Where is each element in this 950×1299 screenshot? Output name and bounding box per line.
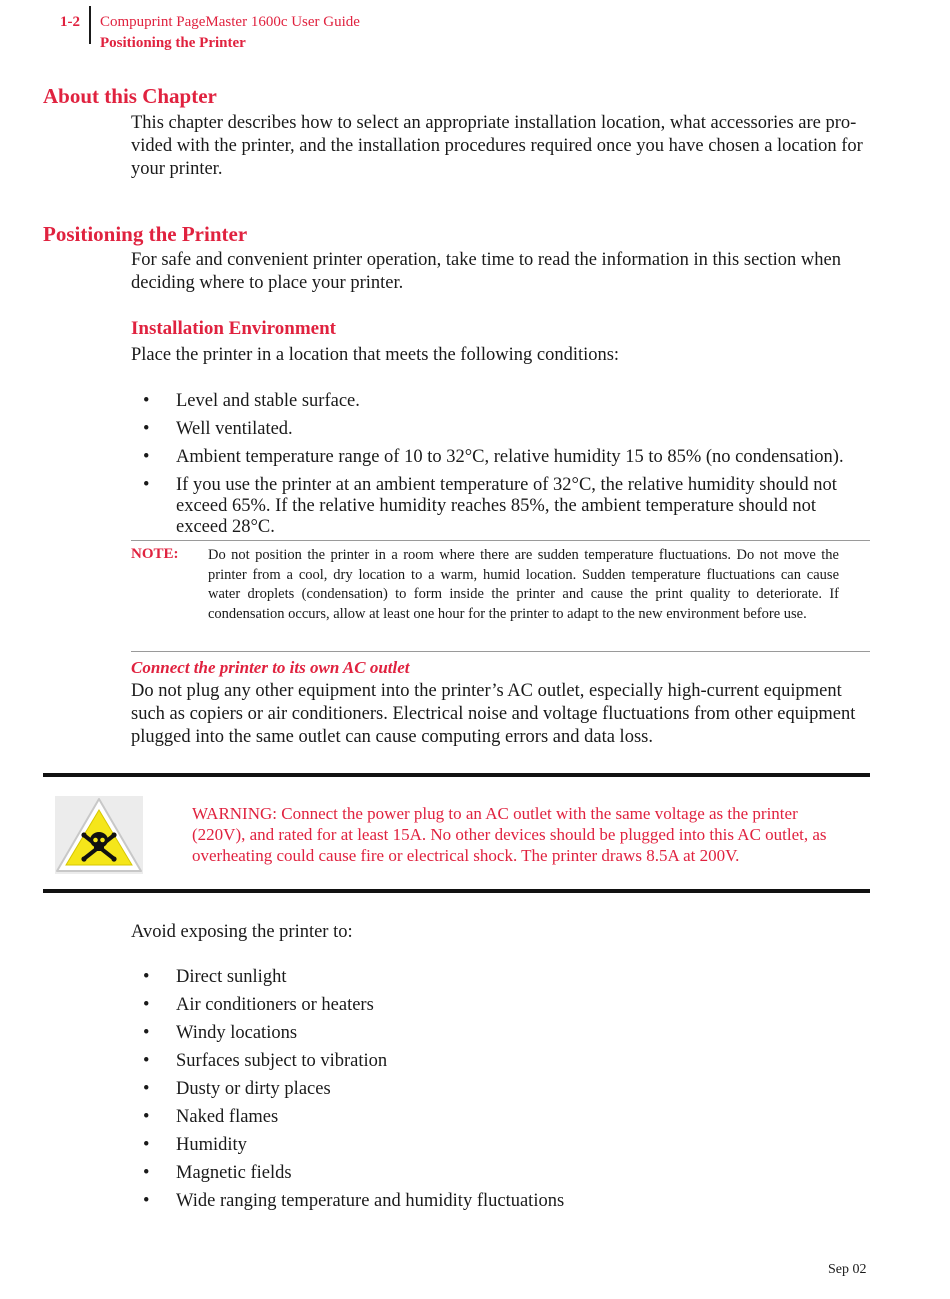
- skull-crossbones-hazard-icon: [55, 796, 143, 874]
- positioning-line: For safe and convenient printer operation, take time to read the information in this section when: [131, 250, 841, 270]
- warning-bottom-rule: [43, 889, 870, 893]
- bullet-glyph: •: [143, 1163, 150, 1183]
- list-item: • Well ventilated.: [143, 419, 293, 439]
- warning-line: overheating could cause fire or electrical shock. The printer draws 8.5A at 200V.: [192, 846, 740, 865]
- about-line: vided with the printer, and the installation procedures required once you have chosen a location for: [131, 136, 863, 156]
- list-item: • Dusty or dirty places: [143, 1079, 331, 1099]
- list-item: • Direct sunlight: [143, 967, 287, 987]
- conditions-list: [131, 391, 871, 538]
- about-line: This chapter describes how to select an appropriate installation location, what accessories are pro-: [131, 113, 857, 133]
- outlet-line: plugged into the same outlet can cause computing errors and data loss.: [131, 727, 653, 747]
- outlet-line: such as copiers or air conditioners. Electrical noise and voltage fluctuations from other equipment: [131, 704, 856, 724]
- bullet-glyph: •: [143, 967, 150, 987]
- note-text: Do not position the printer in a room where there are sudden temperature fluctuations. Do not move the printer from a cool, dry location to a warm, humid location. Sudden temperature fluctuations can cause water droplets (condensation) to form inside the printer and cause the print quality to deteriorate. If condensation occurs, allow at least one hour for the printer to adapt to the new environment before use.: [208, 547, 839, 622]
- bullet-glyph: •: [143, 1135, 150, 1155]
- positioning-line: deciding where to place your printer.: [131, 273, 404, 293]
- about-line: your printer.: [131, 159, 223, 179]
- header-divider: [89, 6, 91, 44]
- list-item: • Wide ranging temperature and humidity fluctuations: [143, 1191, 565, 1211]
- bullet-glyph: •: [143, 1079, 150, 1099]
- warning-line: WARNING: Connect the power plug to an AC outlet with the same voltage as the printer: [192, 804, 798, 823]
- list-item: • Humidity: [143, 1135, 247, 1155]
- list-item: • Level and stable surface.: [143, 391, 360, 411]
- page-number: 1-2: [60, 14, 80, 30]
- bullet-glyph: •: [143, 419, 150, 439]
- note-label: NOTE:: [131, 546, 179, 562]
- list-item: • Naked flames: [143, 1107, 279, 1127]
- avoid-list: [131, 967, 871, 1212]
- warning-text: [192, 803, 862, 866]
- note-bottom-rule: [131, 651, 870, 652]
- outlet-heading: Connect the printer to its own AC outlet: [131, 658, 410, 677]
- environment-heading: Installation Environment: [131, 318, 336, 339]
- positioning-heading: Positioning the Printer: [43, 222, 248, 246]
- bullet-glyph: •: [143, 1051, 150, 1071]
- running-section-title: Positioning the Printer: [100, 35, 246, 51]
- environment-intro: Place the printer in a location that meets the following conditions:: [131, 345, 620, 365]
- note-top-rule: [131, 540, 870, 541]
- list-item: • Windy locations: [143, 1023, 298, 1043]
- bullet-glyph: •: [143, 1107, 150, 1127]
- bullet-glyph: •: [143, 1191, 150, 1211]
- positioning-paragraph: [131, 249, 871, 295]
- list-item: • Ambient temperature range of 10 to 32°C, relative humidity 15 to 85% (no condensation).: [143, 447, 844, 467]
- bullet-glyph: •: [143, 475, 150, 495]
- about-heading: About this Chapter: [43, 84, 217, 108]
- warning-line: (220V), and rated for at least 15A. No other devices should be plugged into this AC outlet, as: [192, 825, 827, 844]
- bullet-glyph: •: [143, 1023, 150, 1043]
- bullet-glyph: •: [143, 391, 150, 411]
- outlet-line: Do not plug any other equipment into the printer’s AC outlet, especially high-current equipment: [131, 681, 842, 701]
- about-paragraph: [131, 112, 871, 181]
- bullet-glyph: •: [143, 995, 150, 1015]
- bullet-glyph: •: [143, 447, 150, 467]
- list-item: • Air conditioners or heaters: [143, 995, 374, 1015]
- avoid-intro: Avoid exposing the printer to:: [131, 922, 353, 942]
- list-item: • Magnetic fields: [143, 1163, 292, 1183]
- guide-title: Compuprint PageMaster 1600c User Guide: [100, 14, 360, 30]
- list-item: • If you use the printer at an ambient temperature of 32°C, the relative humidity should not exceed 65%. If the relative humidity reaches 85%, the ambient temperature should not exceed 28°C.: [143, 475, 837, 537]
- footer-date: Sep 02: [828, 1262, 867, 1277]
- outlet-paragraph: [131, 680, 871, 749]
- list-item: • Surfaces subject to vibration: [143, 1051, 388, 1071]
- warning-top-rule: [43, 773, 870, 777]
